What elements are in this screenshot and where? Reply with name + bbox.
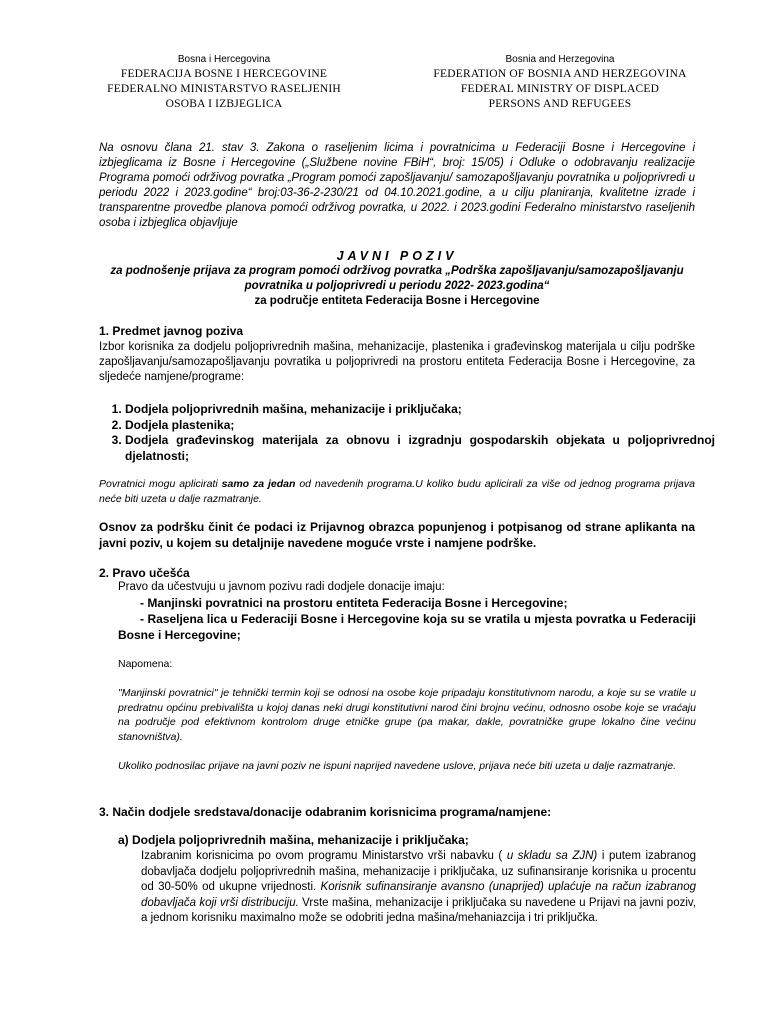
sub-a-text: i putem izabranog dobavljača dodjelu poljoprivrednih mašina, mehanizacije i priključaka, uz sufinansiranje korisnika u procentu od 30-50% od ukupne vrijednosti. xyxy=(141,850,696,893)
program-item: 2. Dodjela plastenika; xyxy=(125,418,715,434)
section3-heading: 3. Način dodjele sredstava/donacije odabranim korisnicima programa/namjene: xyxy=(99,805,552,819)
header-right xyxy=(420,52,700,112)
sub-a-text: Izabranim korisnicima po ovom programu Ministarstvo vrši nabavku ( xyxy=(141,850,507,862)
document-title: JAVNI POZIV xyxy=(336,249,458,263)
sub-a-text: Vrste mašina, mehanizacije i priključaka su navedene u Prijavi na javni poziv, a jednom korisniku maximalno može se odobriti jedna mašina/mehaniazcija i tri priključka. xyxy=(141,896,696,924)
section1-note xyxy=(99,477,695,506)
document-subtitle-area: za područje entiteta Federacija Bosne i Hercegovine xyxy=(254,295,540,307)
federation-bs: FEDERACIJA BOSNE I HERCEGOVINE xyxy=(120,68,328,80)
section3-sub-a-text xyxy=(141,849,696,927)
ministry-bs-line2: OSOBA I IZBJEGLICA xyxy=(165,98,283,110)
napomena-label: Napomena: xyxy=(118,658,173,670)
country-en: Bosnia and Herzegovina xyxy=(505,54,615,65)
federation-en: FEDERATION OF BOSNIA AND HERZEGOVINA xyxy=(433,68,687,80)
section1-text: Izbor korisnika za dodjelu poljoprivrednih mašina, mehanizacije, plastenika i građevinskog materijala u cilju podrške zapošljavanju/samozapošljavanju povratika u poljoprivredi na prostoru entiteta Federacija Bosne i Hercegovine, za sljedeće namjene/programe: xyxy=(99,341,695,383)
section2-item: - Manjinski povratnici na prostoru entiteta Federacija Bosne i Hercegovine; xyxy=(140,596,568,610)
sub-a-italic: u skladu sa ZJN) xyxy=(506,850,598,862)
section2-body xyxy=(118,580,696,643)
note-bold-text: samo za jedan xyxy=(221,478,296,490)
document-subtitle: za podnošenje prijava za program pomoći održivog povratka „Podrška zapošljavanju/samozapošljavanju povratnika u poljoprivredi u periodu 2022- 2023.godina“ xyxy=(110,265,684,292)
header-left xyxy=(94,52,354,112)
note-text: Povratnici mogu aplicirati xyxy=(99,478,222,490)
country-bs: Bosna i Hercegovina xyxy=(177,54,271,65)
program-item: 1. Dodjela poljoprivrednih mašina, mehanizacije i priključaka; xyxy=(125,402,715,418)
program-list xyxy=(103,402,715,464)
section3-sub-a-heading: a) Dodjela poljoprivrednih mašina, mehanizacije i priključaka; xyxy=(118,833,469,847)
section2-item: - Raseljena lica u Federaciji Bosne i Hercegovine koja su se vratila u mjesta povratka u Federaciji Bosne i Hercegovine; xyxy=(118,612,696,642)
ministry-en-line2: PERSONS AND REFUGEES xyxy=(488,98,632,110)
ministry-bs-line1: FEDERALNO MINISTARSTVO RASELJENIH xyxy=(107,83,341,95)
section1-heading: 1. Predmet javnog poziva xyxy=(99,324,244,338)
minority-note: "Manjinski povratnici" je tehnički termin koji se odnosi na osobe koje pripadaju konstitutivnom narodu, a koje su se vratile u predratnu općinu prebivališta u kojoj danas neki drugi konstitutivni narod čini brojnu većinu, odnosno osobe koje se vraćaju na područje pod efektivnom kontrolom druge etničke grupe (pa makar, dakle, povratničke grupe lokalno čine većinu stanovništva). xyxy=(118,687,696,743)
conditions-note: Ukoliko podnosilac prijave na javni poziv ne ispuni naprijed navedene uslove, prijava neće biti uzeta u dalje razmatranje. xyxy=(118,760,676,772)
section2-heading: 2. Pravo učešća xyxy=(99,566,190,580)
program-item: 3. Dodjela građevinskog materijala za obnovu i izgradnju gospodarskih objekata u poljoprivrednoj djelatnosti; xyxy=(125,433,715,464)
sub-a-italic: Korisnik sufinansiranje avansno (unaprijed) uplaćuje na račun izabranog dobavljača koji vrši distribuciju. xyxy=(141,881,696,909)
section2-text: Pravo da učestvuju u javnom pozivu radi dodjele donacije imaju: xyxy=(118,581,445,593)
intro-paragraph: Na osnovu člana 21. stav 3. Zakona o raseljenim licima i povratnicima u Federaciji Bosne i Hercegovine i izbjeglicama iz Bosne i Hercegovine („Službene novine FBiH“, broj: 15/05) i Odluke o odobravanju realizacije Programa pomoći održivog povratka „Program pomoći zapošljavanju/ samozapošljavanju povratnika u poljoprivredi u periodu 2022 i 2023.godine“ broj:03-36-2-230/21 od 04.10.2021.godine, a u cilju planiranja, kvalitetne izrade i transparentne provedbe planova pomoći održivog povratka, u 2022. i 2023.godini Federalno ministarstvo raseljenih osoba i izbjeglica objavljuje xyxy=(99,142,695,229)
ministry-en-line1: FEDERAL MINISTRY OF DISPLACED xyxy=(460,83,660,95)
section1-osnov: Osnov za podršku činit će podaci iz Prijavnog obrazca popunjenog i potpisanog od strane aplikanta na javni poziv, u kojem su detaljnije navedene moguće vrste i namjene podrške. xyxy=(99,520,695,550)
note-text: od navedenih programa.U koliko budu aplicirali za više od jednog programa prijava neće biti uzeta u dalje razmatranje. xyxy=(99,478,695,505)
